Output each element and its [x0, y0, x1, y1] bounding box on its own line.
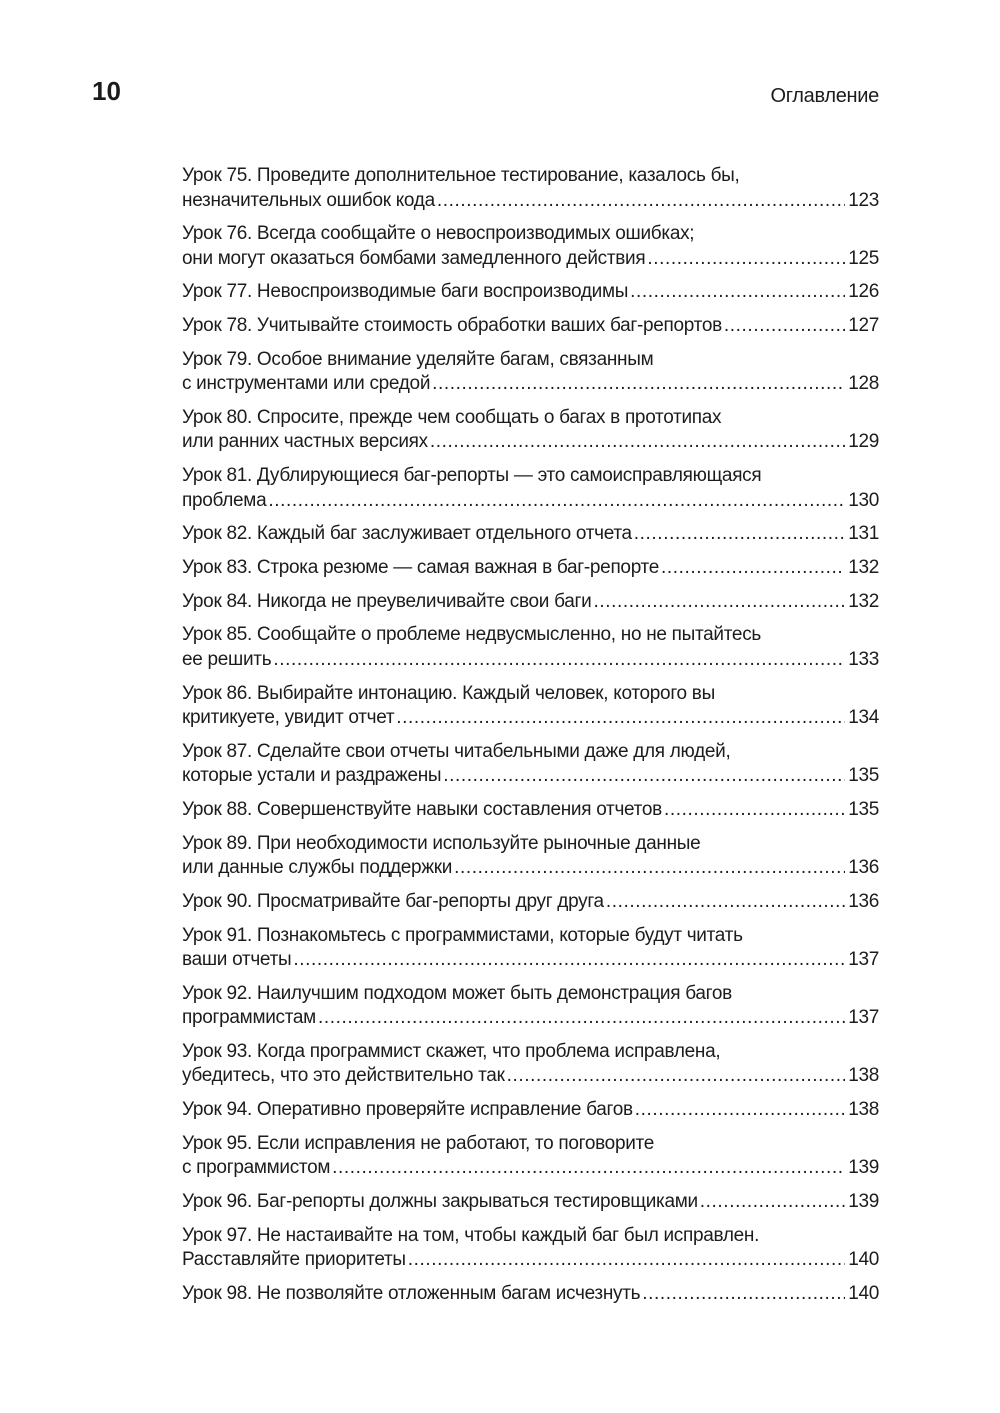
- toc-entry-last-line: [182, 1006, 879, 1031]
- toc-page-number: 127: [848, 315, 879, 337]
- toc-entry: [182, 1098, 879, 1123]
- dot-leader: [642, 1282, 845, 1307]
- dot-leader: [606, 890, 845, 915]
- toc-entry-last-line: [182, 764, 879, 789]
- toc-entry-last-line: [182, 522, 879, 547]
- toc-entry-last-line: [182, 590, 879, 615]
- toc-entry-title-line: Урок 87. Сделайте свои отчеты читабельными даже для людей,: [182, 740, 731, 762]
- toc-page-number: 138: [848, 1099, 879, 1121]
- toc-entry: [182, 1040, 879, 1089]
- toc-entry-last-line: [182, 706, 879, 731]
- toc-page-number: 139: [848, 1157, 879, 1179]
- toc-entry-title-line: с программистом: [182, 1157, 331, 1179]
- toc-entry-last-line: [182, 189, 879, 214]
- toc-entry: [182, 406, 879, 455]
- toc-entry: [182, 682, 879, 731]
- toc-entry-last-line: [182, 648, 879, 673]
- toc-entry-last-line: [182, 280, 879, 305]
- running-head: Оглавление: [770, 85, 879, 107]
- toc-entry: [182, 348, 879, 397]
- toc-page-number: 137: [848, 1007, 879, 1029]
- toc-entry-title-line: Урок 91. Познакомьтесь с программистами, которые будут читать: [182, 924, 743, 946]
- table-of-contents: [182, 164, 879, 1316]
- dot-leader: [268, 489, 845, 514]
- toc-page-number: 136: [848, 890, 879, 912]
- toc-entry-last-line: [182, 247, 879, 272]
- toc-page-number: 137: [848, 949, 879, 970]
- dot-leader: [293, 948, 845, 973]
- toc-entry: [182, 982, 879, 1031]
- toc-page-number: 135: [848, 798, 879, 820]
- dot-leader: [454, 856, 845, 881]
- toc-page-number: 132: [848, 557, 879, 578]
- toc-entry-title-line: убедитесь, что это действительно так: [182, 1065, 505, 1087]
- toc-page-number: 126: [848, 281, 879, 303]
- dot-leader: [593, 590, 845, 615]
- toc-entry-title-line: Урок 75. Проведите дополнительное тестирование, казалось бы,: [182, 165, 740, 186]
- dot-leader: [437, 189, 845, 214]
- dot-leader: [630, 280, 845, 305]
- toc-entry-title-line: Урок 94. Оперативно проверяйте исправление багов: [182, 1099, 633, 1121]
- toc-entry: [182, 590, 879, 615]
- dot-leader: [507, 1064, 846, 1089]
- toc-entry-title-line: которые устали и раздражены: [182, 765, 442, 787]
- toc-entry-title-line: Урок 80. Спросите, прежде чем сообщать о багах в прототипах: [182, 406, 722, 428]
- dot-leader: [273, 648, 845, 673]
- toc-page-number: 130: [848, 489, 879, 511]
- dot-leader: [634, 522, 845, 547]
- toc-entry-title-line: Урок 86. Выбирайте интонацию. Каждый человек, которого вы: [182, 682, 715, 704]
- toc-entry-title-line: Урок 88. Совершенствуйте навыки составления отчетов: [182, 798, 662, 820]
- toc-entry-title-line: Урок 90. Просматривайте баг-репорты друг друга: [182, 890, 604, 912]
- toc-entry-title-line: ваши отчеты: [182, 949, 292, 970]
- toc-entry: [182, 522, 879, 547]
- toc-entry-title-line: Урок 82. Каждый баг заслуживает отдельного отчета: [182, 523, 632, 545]
- toc-entry-title-line: Урок 89. При необходимости используйте рыночные данные: [182, 832, 701, 854]
- toc-entry-last-line: [182, 1248, 879, 1273]
- toc-entry: [182, 314, 879, 339]
- toc-entry: [182, 890, 879, 915]
- toc-entry-title-line: Урок 95. Если исправления не работают, то поговорите: [182, 1132, 654, 1154]
- toc-entry: [182, 924, 879, 973]
- toc-entry-title-line: Урок 92. Наилучшим подходом может быть демонстрация багов: [182, 982, 732, 1004]
- toc-entry-title-line: или ранних частных версиях: [182, 431, 428, 453]
- dot-leader: [396, 706, 845, 731]
- dot-leader: [432, 372, 845, 397]
- dot-leader: [443, 764, 845, 789]
- toc-page-number: 133: [848, 648, 879, 670]
- dot-leader: [408, 1248, 845, 1273]
- toc-entry-title-line: Урок 76. Всегда сообщайте о невоспроизводимых ошибках;: [182, 223, 695, 245]
- toc-entry: [182, 464, 879, 513]
- toc-entry-title-line: Урок 98. Не позволяйте отложенным багам исчезнуть: [182, 1282, 641, 1304]
- toc-entry-title-line: Урок 93. Когда программист скажет, что проблема исправлена,: [182, 1040, 721, 1062]
- toc-entry: [182, 164, 879, 213]
- toc-page-number: 134: [848, 707, 879, 729]
- toc-entry-title-line: Расставляйте приоритеты: [182, 1249, 406, 1271]
- toc-page-number: 128: [848, 373, 879, 395]
- toc-page-number: 125: [848, 247, 879, 269]
- toc-page-number: 140: [848, 1249, 879, 1271]
- toc-entry-last-line: [182, 1064, 879, 1089]
- dot-leader: [724, 314, 845, 339]
- toc-entry-last-line: [182, 489, 879, 514]
- toc-entry: [182, 556, 879, 581]
- dot-leader: [318, 1006, 845, 1031]
- toc-entry: [182, 222, 879, 271]
- toc-page-number: 129: [848, 431, 879, 453]
- toc-entry: [182, 280, 879, 305]
- dot-leader: [661, 556, 845, 581]
- toc-entry-last-line: [182, 798, 879, 823]
- toc-page-number: 131: [848, 523, 879, 545]
- dot-leader: [647, 247, 845, 272]
- toc-entry-title-line: Урок 83. Строка резюме — самая важная в баг-репорте: [182, 557, 660, 578]
- toc-page-number: 138: [848, 1065, 879, 1087]
- dot-leader: [664, 798, 845, 823]
- toc-entry-last-line: [182, 856, 879, 881]
- dot-leader: [635, 1098, 845, 1123]
- toc-entry-title-line: или данные службы поддержки: [182, 857, 453, 879]
- toc-entry-title-line: Урок 81. Дублирующиеся баг-репорты — это самоисправляющаяся: [182, 465, 762, 487]
- toc-entry-title-line: ее решить: [182, 648, 272, 670]
- toc-page-number: 139: [848, 1190, 879, 1212]
- toc-entry: [182, 1282, 879, 1307]
- toc-entry-title-line: проблема: [182, 489, 267, 511]
- toc-entry-last-line: [182, 314, 879, 339]
- toc-entry-last-line: [182, 556, 879, 581]
- toc-page-number: 136: [848, 857, 879, 879]
- toc-entry-title-line: Урок 79. Особое внимание уделяйте багам, связанным: [182, 348, 654, 370]
- toc-entry: [182, 623, 879, 672]
- toc-entry-title-line: Урок 96. Баг-репорты должны закрываться тестировщиками: [182, 1190, 698, 1212]
- dot-leader: [700, 1190, 845, 1215]
- toc-page-number: 132: [848, 590, 879, 612]
- toc-entry-last-line: [182, 1190, 879, 1215]
- toc-entry: [182, 1132, 879, 1181]
- toc-entry-last-line: [182, 372, 879, 397]
- toc-page-number: 123: [848, 189, 879, 211]
- toc-entry-title-line: Урок 84. Никогда не преувеличивайте свои баги: [182, 590, 592, 612]
- toc-entry-title-line: Урок 77. Невоспроизводимые баги воспроизводимы: [182, 281, 629, 303]
- dot-leader: [430, 430, 845, 455]
- toc-entry: [182, 740, 879, 789]
- toc-entry-last-line: [182, 1156, 879, 1181]
- toc-entry-title-line: они могут оказаться бомбами замедленного действия: [182, 247, 646, 269]
- toc-entry: [182, 1190, 879, 1215]
- toc-entry-last-line: [182, 430, 879, 455]
- page-number: 10: [92, 76, 121, 106]
- toc-entry-title-line: критикуете, увидит отчет: [182, 707, 395, 729]
- toc-entry-title-line: программистам: [182, 1007, 316, 1029]
- toc-entry-title-line: с инструментами или средой: [182, 373, 431, 395]
- toc-entry-title-line: Урок 78. Учитывайте стоимость обработки ваших баг-репортов: [182, 315, 722, 337]
- toc-entry: [182, 832, 879, 881]
- toc-entry: [182, 1224, 879, 1273]
- toc-entry-title-line: Урок 97. Не настаивайте на том, чтобы каждый баг был исправлен.: [182, 1224, 760, 1246]
- toc-entry: [182, 798, 879, 823]
- toc-page-number: 140: [848, 1282, 879, 1304]
- toc-entry-last-line: [182, 948, 879, 973]
- toc-entry-last-line: [182, 1282, 879, 1307]
- toc-entry-last-line: [182, 890, 879, 915]
- toc-page-number: 135: [848, 765, 879, 787]
- dot-leader: [332, 1156, 845, 1181]
- toc-entry-last-line: [182, 1098, 879, 1123]
- toc-entry-title-line: незначительных ошибок кода: [182, 189, 435, 211]
- toc-entry-title-line: Урок 85. Сообщайте о проблеме недвусмысленно, но не пытайтесь: [182, 624, 761, 646]
